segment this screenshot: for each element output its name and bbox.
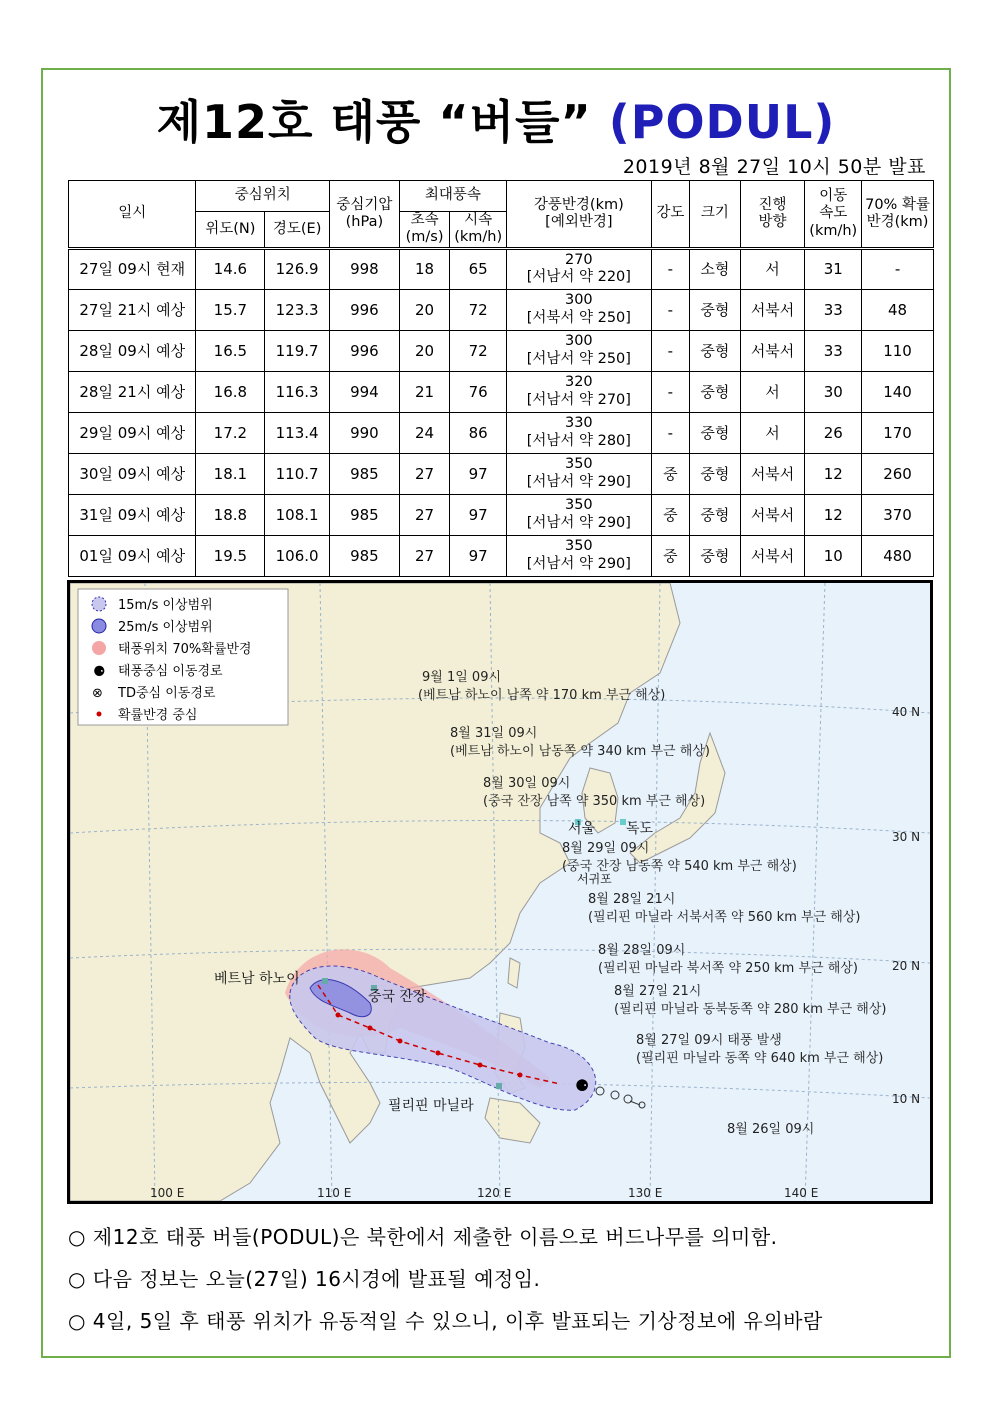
legend-item: 25m/s 이상범위 (118, 620, 213, 635)
cell-prob-radius: 480 (862, 535, 934, 576)
annotation-desc: (필리핀 마닐라 서북서쪽 약 560 km 부근 해상) (588, 910, 861, 925)
cell-direction: 서북서 (740, 535, 805, 576)
radius-value: 350 (564, 538, 593, 555)
cell-wind-ms: 18 (399, 248, 450, 289)
cell-wind-ms: 27 (399, 535, 450, 576)
header-radius-label: 강풍반경(km) (533, 196, 624, 213)
table-row (69, 494, 934, 535)
annotation-date: 8월 27일 21시 (614, 984, 702, 999)
cell-intensity: - (651, 412, 689, 453)
cell-prob-radius: 260 (862, 453, 934, 494)
cell-lat: 17.2 (196, 412, 265, 453)
typhoon-center-icon: ⚈ (575, 1076, 590, 1095)
header-speed-l1: 이동 (819, 187, 848, 204)
header-pressure-unit: (hPa) (345, 213, 384, 230)
cell-prob-radius: 170 (862, 412, 934, 453)
notes-section (68, 1222, 928, 1348)
lon-label: 110 E (317, 1186, 352, 1200)
prob-center-dot (518, 1073, 523, 1078)
cell-prob-radius: 370 (862, 494, 934, 535)
cell-pressure: 985 (329, 494, 399, 535)
city-label-hanoi: 베트남 하노이 (214, 971, 300, 987)
annotation-desc: (중국 잔장 남쪽 약 350 km 부근 해상) (483, 794, 706, 809)
cell-pressure: 985 (329, 535, 399, 576)
header-prob-radius (862, 181, 934, 249)
cell-wind-kmh: 97 (450, 453, 507, 494)
cell-lat: 15.7 (196, 289, 265, 330)
cell-datetime: 31일 09시 예상 (69, 494, 196, 535)
prob-center-dot (368, 1026, 373, 1031)
title-korean: 제12호 태풍 “버들” (156, 95, 592, 149)
cell-lon: 113.4 (265, 412, 330, 453)
cell-direction: 서북서 (740, 289, 805, 330)
radius-exception: [서남서 약 270] (526, 391, 631, 408)
annotation-desc: (베트남 하노이 남동쪽 약 340 km 부근 해상) (450, 744, 710, 759)
cell-wind-radius (507, 330, 652, 371)
annotation-date: 8월 27일 09시 태풍 발생 (636, 1033, 782, 1048)
cell-wind-ms: 27 (399, 494, 450, 535)
annotation-desc: (필리핀 마닐라 북서쪽 약 250 km 부근 해상) (598, 961, 858, 976)
annotation-date: 8월 30일 09시 (483, 776, 571, 791)
legend-prob-icon (92, 641, 106, 655)
legend-item: 15m/s 이상범위 (118, 598, 213, 613)
note-item: ○ 다음 정보는 오늘(27일) 16시경에 발표될 예정임. (68, 1267, 541, 1291)
cell-speed: 26 (805, 412, 862, 453)
cell-size: 중형 (690, 289, 741, 330)
header-wind-radius (507, 181, 652, 249)
cell-speed: 31 (805, 248, 862, 289)
cell-wind-kmh: 97 (450, 535, 507, 576)
lon-label: 120 E (477, 1186, 512, 1200)
city-label-seogwipo: 서귀포 (577, 872, 612, 886)
legend-item: 확률반경 중심 (118, 708, 198, 723)
city-label-manila: 필리핀 마닐라 (388, 1098, 474, 1114)
header-wind-kmh-unit: (km/h) (454, 229, 503, 246)
cell-speed: 30 (805, 371, 862, 412)
lat-label: 10 N (892, 1092, 921, 1106)
cell-wind-ms: 21 (399, 371, 450, 412)
cell-speed: 12 (805, 453, 862, 494)
cell-wind-radius (507, 248, 652, 289)
cell-lon: 116.3 (265, 371, 330, 412)
radius-exception: [서남서 약 280] (526, 432, 631, 449)
legend-typhoon-icon: ⚈ (93, 664, 106, 680)
header-prob-l1: 70% 확률 (865, 196, 930, 213)
legend-r25-icon (92, 619, 106, 633)
cell-datetime: 27일 21시 예상 (69, 289, 196, 330)
radius-exception: [서남서 약 290] (526, 514, 631, 531)
legend-item: TD중심 이동경로 (118, 686, 216, 701)
header-pressure-label: 중심기압 (336, 196, 393, 213)
lon-label: 130 E (628, 1186, 663, 1200)
cell-pressure: 996 (329, 330, 399, 371)
header-wind-ms-unit: (m/s) (405, 229, 444, 246)
cell-intensity: - (651, 248, 689, 289)
cell-wind-kmh: 72 (450, 330, 507, 371)
cell-size: 중형 (690, 371, 741, 412)
cell-wind-ms: 20 (399, 289, 450, 330)
cell-lat: 14.6 (196, 248, 265, 289)
cell-wind-radius (507, 371, 652, 412)
header-speed-unit: (km/h) (809, 222, 858, 239)
lat-label: 30 N (892, 830, 921, 844)
cell-wind-kmh: 72 (450, 289, 507, 330)
cell-lon: 110.7 (265, 453, 330, 494)
annotation-date: 8월 28일 09시 (598, 943, 686, 958)
header-prob-l2: 반경(km) (866, 213, 929, 230)
radius-value: 320 (564, 374, 593, 391)
cell-size: 중형 (690, 494, 741, 535)
cell-intensity: 중 (651, 494, 689, 535)
radius-exception: [서북서 약 250] (526, 309, 631, 326)
prob-center-dot (436, 1051, 441, 1056)
header-lat: 위도(N) (196, 212, 265, 249)
prob-center-dot (398, 1039, 403, 1044)
cell-datetime: 27일 09시 현재 (69, 248, 196, 289)
cell-pressure: 998 (329, 248, 399, 289)
cell-datetime: 30일 09시 예상 (69, 453, 196, 494)
cell-pressure: 996 (329, 289, 399, 330)
city-label-seoul: 서울 (568, 821, 596, 837)
cell-lat: 18.1 (196, 453, 265, 494)
cell-wind-radius (507, 412, 652, 453)
radius-exception: [서남서 약 220] (526, 269, 631, 286)
annotation-desc: (중국 잔장 남동쪽 약 540 km 부근 해상) (562, 859, 797, 874)
cell-wind-kmh: 97 (450, 494, 507, 535)
cell-direction: 서북서 (740, 494, 805, 535)
cell-size: 중형 (690, 330, 741, 371)
cell-intensity: - (651, 330, 689, 371)
header-intensity: 강도 (651, 181, 689, 249)
header-wind-kmh-label: 시속 (464, 212, 493, 228)
cell-direction: 서 (740, 248, 805, 289)
radius-value: 350 (564, 456, 593, 473)
cell-lat: 16.8 (196, 371, 265, 412)
cell-lon: 108.1 (265, 494, 330, 535)
cell-size: 중형 (690, 412, 741, 453)
header-speed (805, 181, 862, 249)
cell-direction: 서북서 (740, 453, 805, 494)
cell-speed: 33 (805, 289, 862, 330)
prob-center-dot (478, 1063, 483, 1068)
legend-center-icon (97, 712, 102, 717)
cell-direction: 서 (740, 412, 805, 453)
cell-prob-radius: 110 (862, 330, 934, 371)
table-row (69, 535, 934, 576)
radius-exception: [서남서 약 290] (526, 473, 631, 490)
cell-lon: 126.9 (265, 248, 330, 289)
legend-r15-icon (92, 597, 106, 611)
lon-label: 100 E (150, 1186, 185, 1200)
header-size: 크기 (690, 181, 741, 249)
cell-size: 소형 (690, 248, 741, 289)
lat-label: 20 N (892, 959, 921, 973)
header-max-wind: 최대풍속 (399, 181, 506, 212)
cell-datetime: 29일 09시 예상 (69, 412, 196, 453)
cell-prob-radius: 48 (862, 289, 934, 330)
radius-value: 300 (564, 292, 593, 309)
cell-speed: 33 (805, 330, 862, 371)
cell-wind-ms: 27 (399, 453, 450, 494)
annotation-desc: (필리핀 마닐라 동북동쪽 약 280 km 부근 해상) (614, 1002, 887, 1017)
cell-lat: 16.5 (196, 330, 265, 371)
cell-lat: 18.8 (196, 494, 265, 535)
cell-wind-kmh: 86 (450, 412, 507, 453)
header-direction-l2: 방향 (758, 213, 787, 230)
cell-wind-ms: 20 (399, 330, 450, 371)
cell-wind-radius (507, 535, 652, 576)
cell-speed: 12 (805, 494, 862, 535)
table-row (69, 289, 934, 330)
header-wind-kmh (450, 212, 507, 249)
cell-lon: 106.0 (265, 535, 330, 576)
cell-pressure: 985 (329, 453, 399, 494)
table-row (69, 412, 934, 453)
cell-wind-radius (507, 453, 652, 494)
cell-intensity: 중 (651, 453, 689, 494)
manila-marker (496, 1083, 502, 1089)
cell-wind-radius (507, 494, 652, 535)
table-row (69, 330, 934, 371)
header-radius-exception: [예외반경] (545, 213, 613, 230)
cell-wind-kmh: 76 (450, 371, 507, 412)
issue-datetime: 2019년 8월 27일 10시 50분 발표 (622, 156, 926, 178)
legend-item: 태풍중심 이동경로 (118, 664, 223, 679)
page-title (0, 86, 992, 152)
header-wind-ms (399, 212, 450, 249)
cell-prob-radius: - (862, 248, 934, 289)
header-center-position: 중심위치 (196, 181, 330, 212)
annotation-desc: (필리핀 마닐라 동쪽 약 640 km 부근 해상) (636, 1051, 884, 1066)
cell-intensity: - (651, 289, 689, 330)
cell-intensity: 중 (651, 535, 689, 576)
cell-speed: 10 (805, 535, 862, 576)
cell-datetime: 01일 09시 예상 (69, 535, 196, 576)
cell-pressure: 990 (329, 412, 399, 453)
annotation-date: 8월 28일 21시 (588, 892, 676, 907)
title-english: (PODUL) (608, 95, 836, 149)
cell-wind-ms: 24 (399, 412, 450, 453)
header-direction (740, 181, 805, 249)
cell-lon: 119.7 (265, 330, 330, 371)
header-lon: 경도(E) (265, 212, 330, 249)
cell-intensity: - (651, 371, 689, 412)
header-wind-ms-label: 초속 (410, 212, 439, 228)
header-speed-l2: 속도 (819, 205, 848, 222)
legend-item: 태풍위치 70%확률반경 (118, 642, 252, 657)
typhoon-track-map (67, 580, 933, 1204)
cell-prob-radius: 140 (862, 371, 934, 412)
lat-label: 40 N (892, 705, 921, 719)
radius-value: 300 (564, 333, 593, 350)
radius-value: 270 (564, 251, 593, 268)
note-item: ○ 제12호 태풍 버들(PODUL)은 북한에서 제출한 이름으로 버드나무를 의미함. (68, 1225, 778, 1249)
cell-lon: 123.3 (265, 289, 330, 330)
city-label-dokdo: 독도 (626, 821, 654, 837)
annotation-date: 8월 29일 09시 (562, 841, 650, 856)
cell-datetime: 28일 09시 예상 (69, 330, 196, 371)
cell-direction: 서 (740, 371, 805, 412)
cell-wind-kmh: 65 (450, 248, 507, 289)
radius-exception: [서남서 약 290] (526, 555, 631, 572)
cell-datetime: 28일 21시 예상 (69, 371, 196, 412)
lon-label: 140 E (784, 1186, 819, 1200)
header-direction-l1: 진행 (758, 196, 787, 213)
hanoi-marker (322, 978, 328, 984)
header-pressure (329, 181, 399, 249)
cell-direction: 서북서 (740, 330, 805, 371)
note-item: ○ 4일, 5일 후 태풍 위치가 유동적일 수 있으니, 이후 발표되는 기상정보에 유의바람 (68, 1309, 823, 1333)
forecast-table (68, 180, 934, 577)
city-label-zhanjiang: 중국 잔장 (368, 989, 427, 1005)
radius-value: 350 (564, 497, 593, 514)
annotation-aug26: 8월 26일 09시 (727, 1122, 815, 1137)
legend-td-icon: ⊗ (92, 686, 103, 701)
cell-lat: 19.5 (196, 535, 265, 576)
radius-value: 330 (564, 415, 593, 432)
annotation-date: 8월 31일 09시 (450, 726, 538, 741)
header-datetime: 일시 (69, 181, 196, 249)
radius-exception: [서남서 약 250] (526, 350, 631, 367)
cell-size: 중형 (690, 453, 741, 494)
cell-size: 중형 (690, 535, 741, 576)
table-row (69, 453, 934, 494)
table-row (69, 248, 934, 289)
table-row (69, 371, 934, 412)
annotation-desc: (베트남 하노이 남쪽 약 170 km 부근 해상) (418, 688, 666, 703)
cell-pressure: 994 (329, 371, 399, 412)
annotation-date: 9월 1일 09시 (422, 670, 502, 685)
map-legend (78, 589, 288, 725)
cell-wind-radius (507, 289, 652, 330)
prob-center-dot (336, 1013, 341, 1018)
